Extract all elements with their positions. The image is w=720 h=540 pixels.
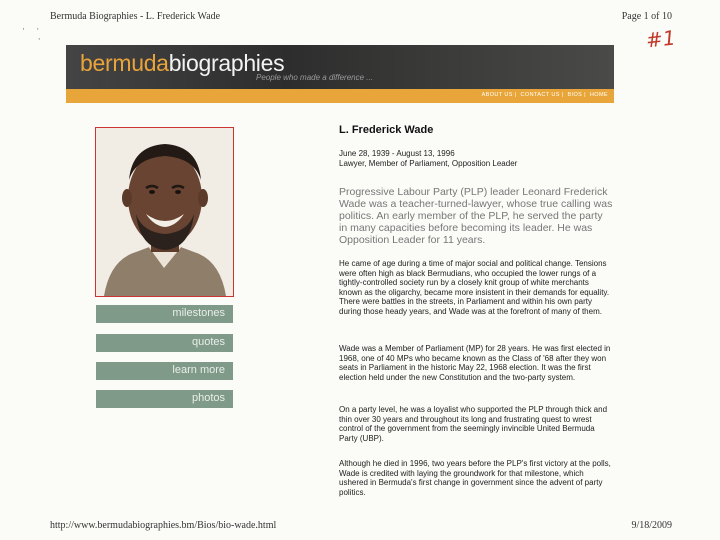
logo-part-biographies: biographies bbox=[168, 50, 285, 76]
sidebar-button-milestones[interactable]: milestones bbox=[96, 305, 233, 323]
portrait-illustration bbox=[96, 128, 233, 296]
site-tagline: People who made a difference ... bbox=[256, 73, 373, 82]
logo-part-bermuda: bermuda bbox=[80, 50, 169, 76]
print-page-number: Page 1 of 10 bbox=[621, 11, 672, 22]
sidebar-button-learn-more[interactable]: learn more bbox=[96, 362, 233, 380]
sidebar-button-photos[interactable]: photos bbox=[96, 390, 233, 408]
bio-dates: June 28, 1939 - August 13, 1996 bbox=[339, 149, 455, 158]
bio-paragraph: He came of age during a time of major social and political change. Tensions were often high as black Bermudians, who occupied the lower rungs of a tightly-controlled society run by a closely knit group of white merchants known as the oligarchy, became more insistent in their demands for equality. There were battles in the streets, in Parliament and within his own party during those heady years, and Wade was at the forefront of many of them. bbox=[339, 259, 610, 316]
bio-paragraph: Wade was a Member of Parliament (MP) for 28 years. He was first elected in 1968, one of 40 MPs who became known as the Class of '68 after they won seats in Parliament in the historic May 22, 1968 election. It was the first election held under the new Constitution and the two-party system. bbox=[339, 344, 611, 382]
site-logo[interactable] bbox=[80, 50, 284, 77]
scan-specks: · · · bbox=[22, 24, 41, 44]
print-page-title: Bermuda Biographies - L. Frederick Wade bbox=[50, 11, 221, 22]
bio-roles: Lawyer, Member of Parliament, Opposition Leader bbox=[339, 159, 518, 168]
nav-link-home[interactable]: HOME bbox=[589, 92, 608, 98]
portrait-photo bbox=[95, 127, 234, 297]
nav-link-contact-us[interactable]: CONTACT US bbox=[520, 92, 560, 98]
nav-link-about-us[interactable]: ABOUT US bbox=[481, 92, 513, 98]
print-url: http://www.bermudabiographies.bm/Bios/bio-wade.html bbox=[50, 520, 277, 531]
nav-link-bios[interactable]: BIOS bbox=[567, 92, 583, 98]
bio-lead: Progressive Labour Party (PLP) leader Leonard Frederick Wade was a teacher-turned-lawyer, whose true calling was politics. An early member of the PLP, he served the party in many capacities before becoming its leader. He was Opposition Leader for 11 years. bbox=[339, 186, 613, 246]
bio-paragraph: On a party level, he was a loyalist who supported the PLP through thick and thin over 30 years and throughout its long and frustrating quest to wrest control of the government from the seemingly invincible United Bermuda Party (UBP). bbox=[339, 405, 608, 443]
bio-name: L. Frederick Wade bbox=[339, 124, 434, 136]
bio-paragraph: Although he died in 1996, two years before the PLP's first victory at the polls, Wade is credited with laying the groundwork for that milestone, which ushered in Bermuda's first change in government since the advent of party politics. bbox=[339, 459, 611, 497]
handwritten-note: #1 bbox=[644, 25, 677, 53]
sidebar-button-quotes[interactable]: quotes bbox=[96, 334, 233, 352]
nav-links: ABOUT US | CONTACT US | BIOS | HOME bbox=[481, 92, 608, 98]
bio-meta bbox=[339, 149, 613, 169]
print-date: 9/18/2009 bbox=[631, 520, 672, 531]
